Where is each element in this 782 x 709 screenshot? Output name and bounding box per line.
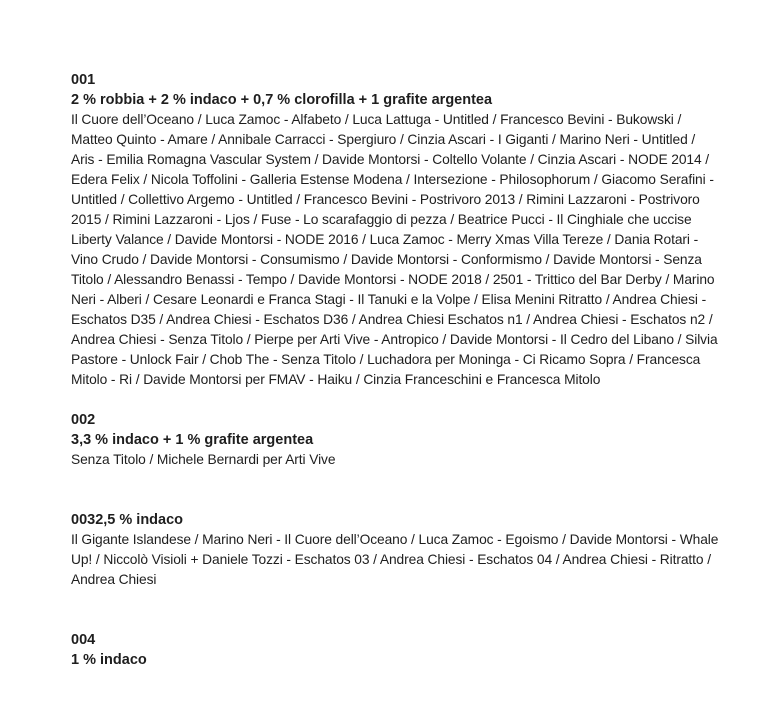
section-title: 2 % robbia + 2 % indaco + 0,7 % clorofilla + 1 grafite argentea xyxy=(71,92,493,108)
section-number: 001 xyxy=(71,72,96,88)
section-title: 3,3 % indaco + 1 % grafite argentea xyxy=(71,432,314,448)
section-number: 002 xyxy=(71,412,96,428)
section-title: 0032,5 % indaco xyxy=(71,512,184,528)
section-004 xyxy=(71,630,721,670)
section-number: 004 xyxy=(71,632,96,648)
section-body: Il Cuore dell’Oceano / Luca Zamoc - Alfabeto / Luca Lattuga - Untitled / Francesco Bevini - Bukowski / Matteo Quinto - Amare / Annibale Carracci - Spergiuro / Cinzia Ascari - I Giganti / Marino Neri - Untitled / Aris - Emilia Romagna Vascular System / Davide Montorsi - Coltello Volante / Cinzia Ascari - NODE 2014 / Edera Felix / Nicola Toffolini - Galleria Estense Modena / Intersezione - Philosophorum / Giacomo Serafini - Untitled / Collettivo Argemo - Untitled / Francesco Bevini - Postrivoro 2013 / Rimini Lazzaroni - Postrivoro 2015 / Rimini Lazzaroni - Ljos / Fuse - Lo scarafaggio di pezza / Beatrice Pucci - Il Cinghiale che uccise Liberty Valance / Davide Montorsi - NODE 2016 / Luca Zamoc - Merry Xmas Villa Tereze / Dania Rotari - Vino Crudo / Davide Montorsi - Consumismo / Davide Montorsi - Conformismo / Davide Montorsi - Senza Titolo / Alessandro Benassi - Tempo / Davide Montorsi - NODE 2018 / 2501 - Trittico del Bar Derby / Marino Neri - Alberi / Cesare Leonardi e Franca Stagi - Il Tanuki e la Volpe / Elisa Menini Ritratto / Andrea Chiesi - Eschatos D35 / Andrea Chiesi - Eschatos D36 / Andrea Chiesi Eschatos n1 / Andrea Chiesi - Eschatos n2 / Andrea Chiesi - Senza Titolo / Pierpe per Arti Vive - Antropico / Davide Montorsi - Il Cedro del Libano / Silvia Pastore - Unlock Fair / Chob The - Senza Titolo / Luchadora per Moninga - Ci Ricamo Sopra / Francesca Mitolo - Ri / Davide Montorsi per FMAV - Haiku / Cinzia Franceschini e Francesca Mitolo xyxy=(71,112,718,387)
section-001 xyxy=(71,70,721,390)
section-body: Senza Titolo / Michele Bernardi per Arti Vive xyxy=(71,452,336,467)
section-002 xyxy=(71,410,721,470)
section-body: Il Gigante Islandese / Marino Neri - Il Cuore dell’Oceano / Luca Zamoc - Egoismo / Davide Montorsi - Whale Up! / Niccolò Visioli + Daniele Tozzi - Eschatos 03 / Andrea Chiesi - Eschatos 04 / Andrea Chiesi - Ritratto / Andrea Chiesi xyxy=(71,532,719,587)
section-003 xyxy=(71,510,721,590)
document-page xyxy=(71,70,721,670)
section-title: 1 % indaco xyxy=(71,652,147,668)
